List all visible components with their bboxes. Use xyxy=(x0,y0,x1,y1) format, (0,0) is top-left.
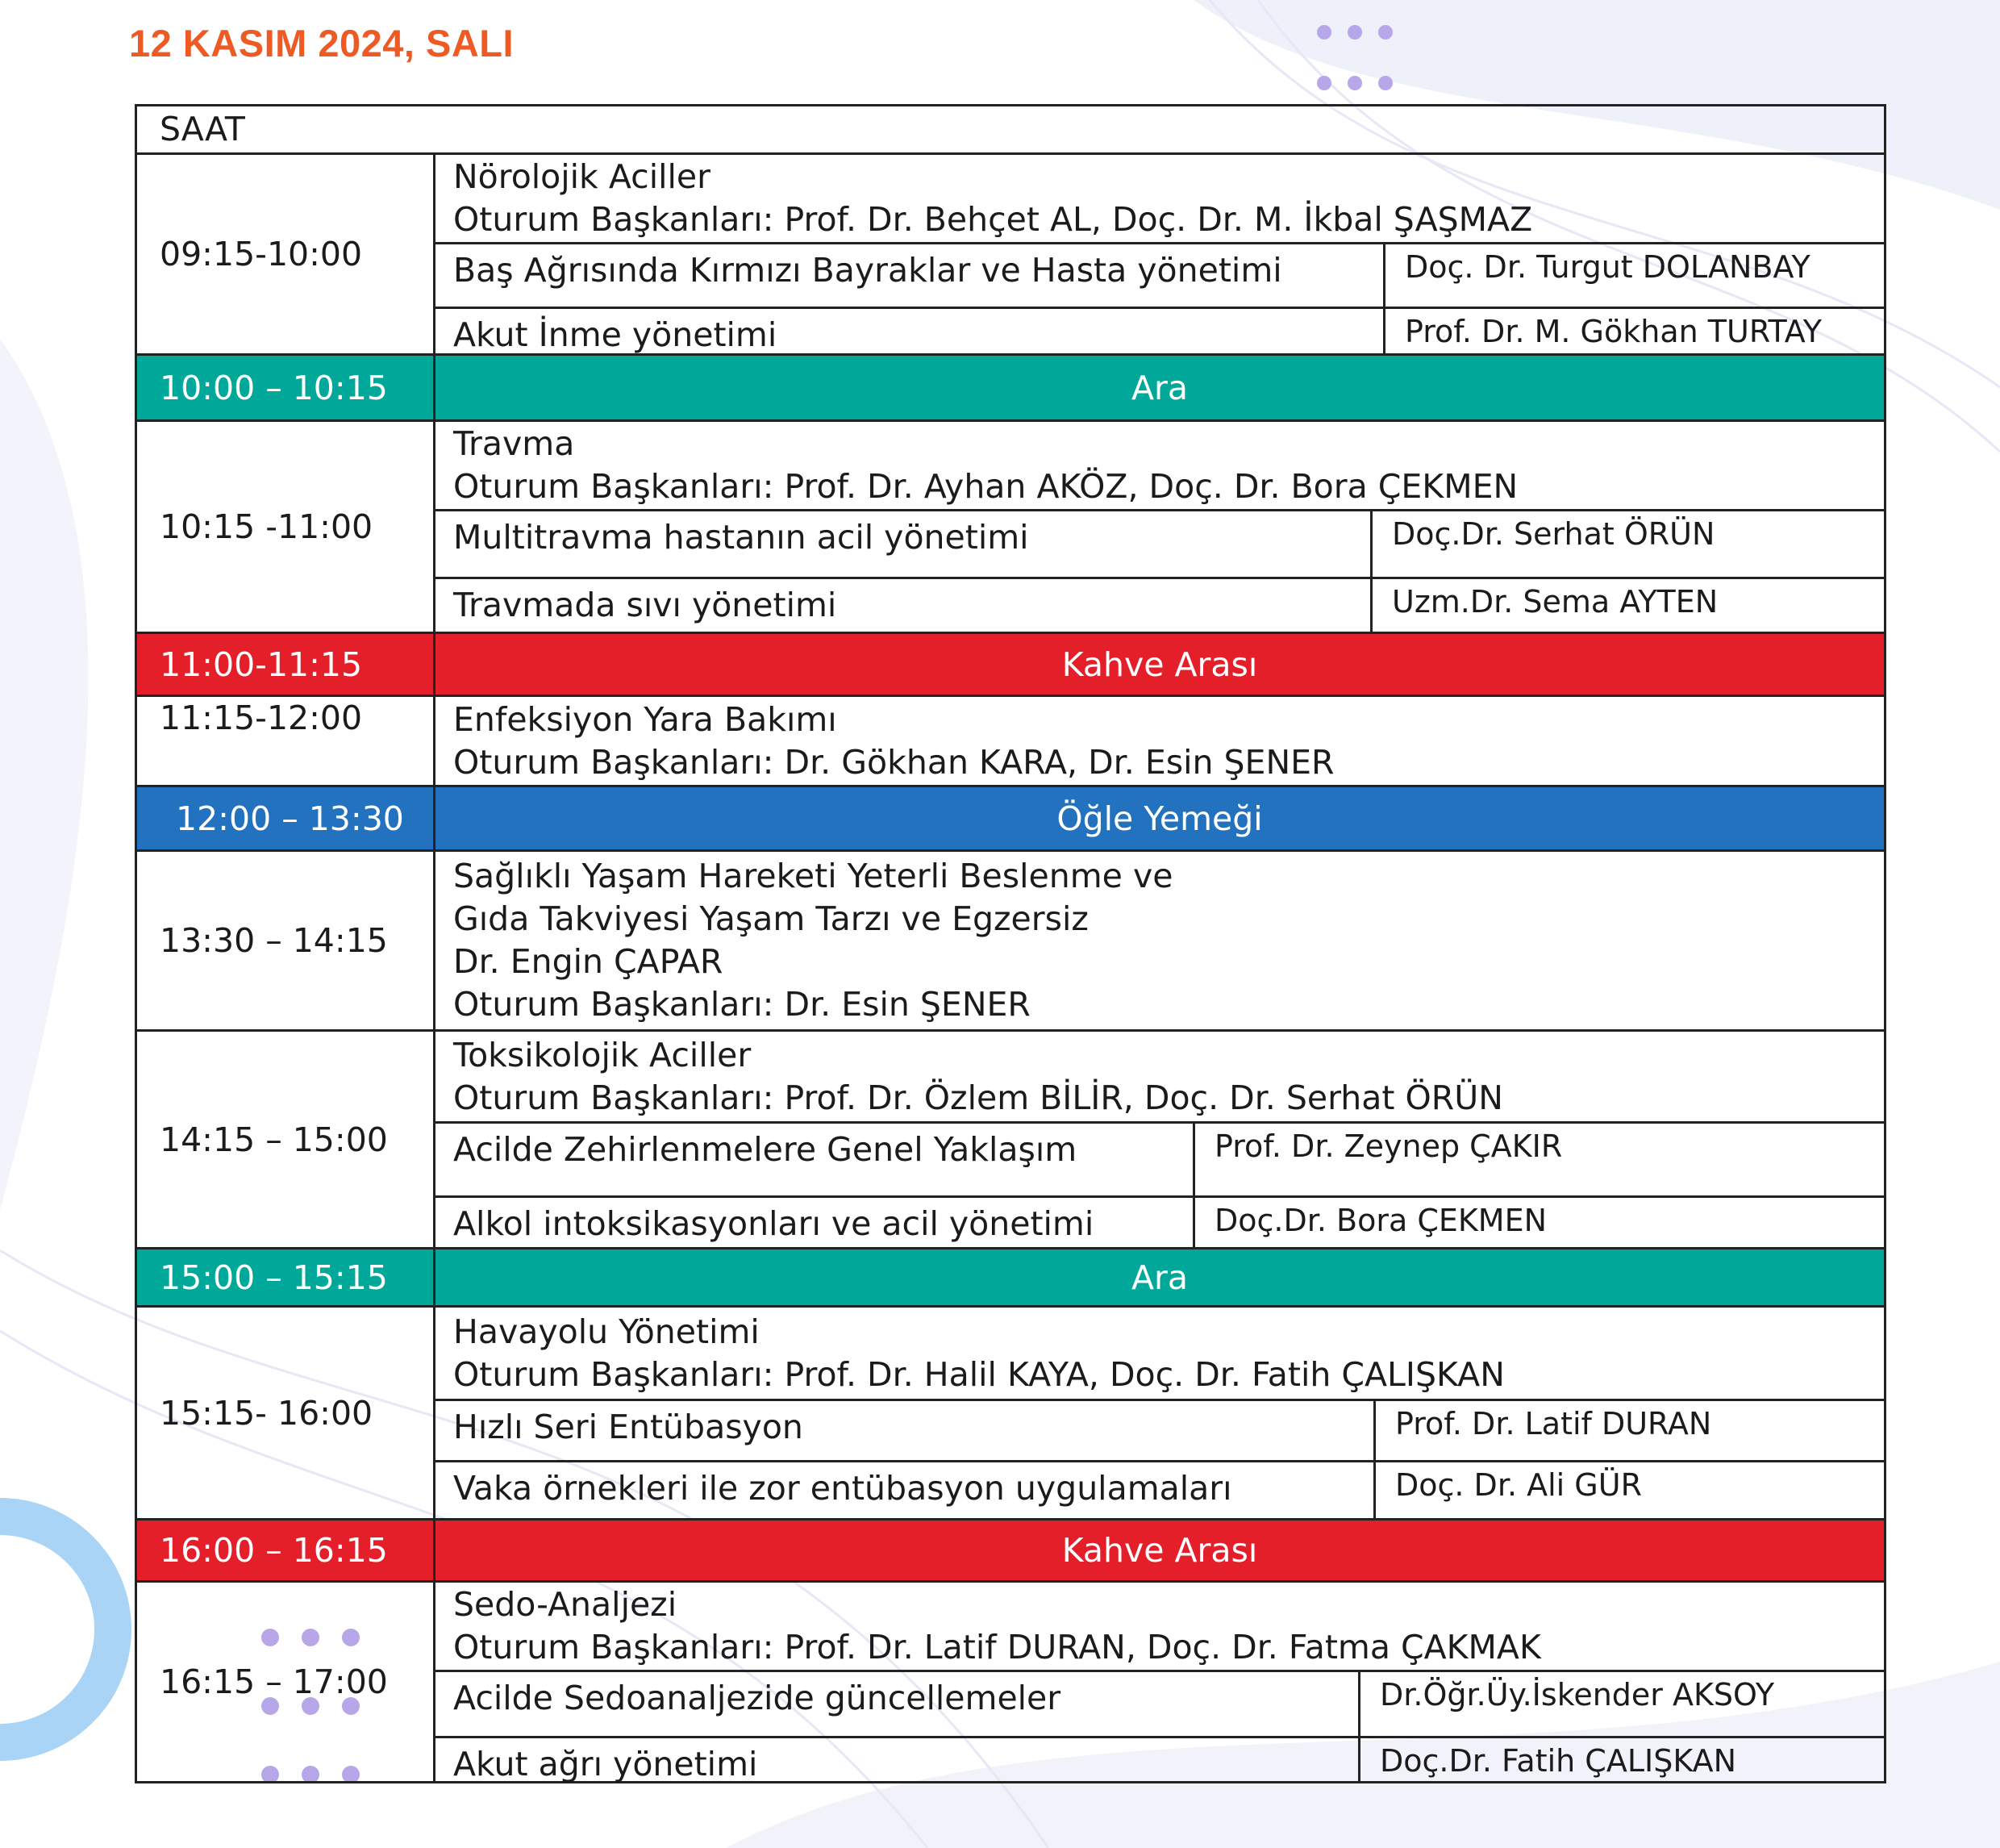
break-row-kahve-2 xyxy=(137,1518,1884,1580)
session-header xyxy=(435,1032,1884,1121)
talk-row xyxy=(435,1195,1884,1247)
talk-title: Alkol intoksikasyonları ve acil yönetimi xyxy=(435,1198,1195,1247)
session-chairs: Oturum Başkanları: Prof. Dr. Behçet AL, Doç. Dr. M. İkbal ŞAŞMAZ xyxy=(453,200,1533,239)
break-label: Öğle Yemeği xyxy=(1056,799,1263,838)
talk-row xyxy=(435,1670,1884,1736)
talk-speaker: Dr.Öğr.Üy.İskender AKSOY xyxy=(1380,1677,1775,1712)
break-row-ara xyxy=(137,353,1884,419)
talk-title: Baş Ağrısında Kırmızı Bayraklar ve Hasta yönetimi xyxy=(435,244,1385,307)
bg-ring xyxy=(0,1516,113,1742)
talk-title: Hızlı Seri Entübasyon xyxy=(435,1401,1376,1460)
talk-speaker: Prof. Dr. M. Gökhan TURTAY xyxy=(1405,314,1822,349)
session-row-sedo-analjezi xyxy=(137,1580,1884,1781)
session-time: 13:30 – 14:15 xyxy=(137,852,435,1029)
talk-row xyxy=(435,1399,1884,1460)
session-chairs: Oturum Başkanları: Prof. Dr. Latif DURAN, Doç. Dr. Fatma ÇAKMAK xyxy=(453,1628,1541,1667)
break-label: Kahve Arası xyxy=(1061,645,1258,684)
session-header xyxy=(435,155,1884,242)
session-chairs: Oturum Başkanları: Prof. Dr. Halil KAYA, Doç. Dr. Fatih ÇALIŞKAN xyxy=(453,1354,1505,1394)
talk-row xyxy=(435,242,1884,307)
break-row-ogle xyxy=(137,785,1884,849)
session-title-line-1: Sağlıklı Yaşam Hareketi Yeterli Beslenme ve xyxy=(453,857,1173,895)
session-row-enfeksiyon xyxy=(137,695,1884,785)
talk-speaker: Doç.Dr. Bora ÇEKMEN xyxy=(1215,1203,1548,1238)
talk-row xyxy=(435,1121,1884,1195)
session-title: Enfeksiyon Yara Bakımı xyxy=(453,699,837,739)
session-header xyxy=(435,852,1884,1029)
talk-row xyxy=(435,307,1884,353)
talk-title: Acilde Zehirlenmelere Genel Yaklaşım xyxy=(435,1124,1195,1195)
break-time: 12:00 – 13:30 xyxy=(137,787,435,849)
talk-row xyxy=(435,1736,1884,1781)
talk-title: Multitravma hastanın acil yönetimi xyxy=(435,511,1373,577)
session-time: 14:15 – 15:00 xyxy=(137,1032,435,1247)
talk-speaker: Prof. Dr. Zeynep ÇAKIR xyxy=(1215,1128,1563,1164)
header-saat: SAAT xyxy=(160,110,245,148)
break-row-ara-2 xyxy=(137,1247,1884,1305)
session-time: 11:15-12:00 xyxy=(137,697,435,785)
session-title: Havayolu Yönetimi xyxy=(453,1312,760,1351)
session-title: Toksikolojik Aciller xyxy=(453,1035,752,1074)
session-row-havayolu xyxy=(137,1305,1884,1518)
header-row xyxy=(137,106,1884,152)
talk-title: Travmada sıvı yönetimi xyxy=(435,579,1373,632)
break-time: 15:00 – 15:15 xyxy=(137,1249,435,1305)
talk-speaker: Uzm.Dr. Sema AYTEN xyxy=(1392,584,1719,619)
talk-speaker: Doç. Dr. Turgut DOLANBAY xyxy=(1405,249,1810,285)
session-chairs: Oturum Başkanları: Dr. Esin ŞENER xyxy=(453,985,1031,1024)
schedule-table xyxy=(135,104,1886,1783)
talk-row xyxy=(435,509,1884,577)
break-row-kahve xyxy=(137,632,1884,695)
session-row-toksikoloji xyxy=(137,1029,1884,1247)
session-title: Sedo-Analjezi xyxy=(453,1585,677,1624)
session-title-line-2: Gıda Takviyesi Yaşam Tarzı ve Egzersiz xyxy=(453,899,1089,938)
break-time: 16:00 – 16:15 xyxy=(137,1521,435,1580)
session-chairs: Oturum Başkanları: Prof. Dr. Özlem BİLİR, Doç. Dr. Serhat ÖRÜN xyxy=(453,1078,1503,1117)
talk-title: Akut İnme yönetimi xyxy=(435,309,1385,353)
talk-title: Vaka örnekleri ile zor entübasyon uygulamaları xyxy=(435,1462,1376,1518)
session-time: 15:15- 16:00 xyxy=(137,1308,435,1518)
session-title: Nörolojik Aciller xyxy=(453,157,710,196)
session-chairs: Oturum Başkanları: Dr. Gökhan KARA, Dr. Esin ŞENER xyxy=(453,742,1335,782)
session-header xyxy=(435,1308,1884,1399)
bg-wave-left xyxy=(0,339,88,1210)
talk-speaker: Doç. Dr. Ali GÜR xyxy=(1395,1467,1642,1503)
session-time: 10:15 -11:00 xyxy=(137,422,435,632)
talk-speaker: Doç.Dr. Serhat ÖRÜN xyxy=(1392,516,1715,552)
talk-speaker: Doç.Dr. Fatih ÇALIŞKAN xyxy=(1380,1743,1737,1779)
session-time: 16:15 – 17:00 xyxy=(137,1583,435,1781)
talk-speaker: Prof. Dr. Latif DURAN xyxy=(1395,1406,1712,1441)
talk-title: Akut ağrı yönetimi xyxy=(435,1738,1360,1781)
session-header xyxy=(435,422,1884,509)
break-time: 10:00 – 10:15 xyxy=(137,356,435,419)
break-label: Ara xyxy=(1131,368,1189,407)
session-row-travma xyxy=(137,419,1884,632)
session-time: 09:15-10:00 xyxy=(137,155,435,353)
session-row-noroloji xyxy=(137,152,1884,353)
break-time: 11:00-11:15 xyxy=(137,634,435,695)
session-title: Travma xyxy=(453,424,575,463)
break-label: Ara xyxy=(1131,1258,1189,1297)
talk-row xyxy=(435,577,1884,632)
session-header xyxy=(435,697,1884,785)
session-header xyxy=(435,1583,1884,1670)
session-speaker: Dr. Engin ÇAPAR xyxy=(453,942,723,981)
talk-title: Acilde Sedoanaljezide güncellemeler xyxy=(435,1672,1360,1736)
talk-row xyxy=(435,1460,1884,1518)
session-chairs: Oturum Başkanları: Prof. Dr. Ayhan AKÖZ, Doç. Dr. Bora ÇEKMEN xyxy=(453,467,1519,506)
break-label: Kahve Arası xyxy=(1061,1531,1258,1570)
date-title: 12 KASIM 2024, SALI xyxy=(129,22,515,65)
session-row-saglikli-yasam xyxy=(137,849,1884,1029)
